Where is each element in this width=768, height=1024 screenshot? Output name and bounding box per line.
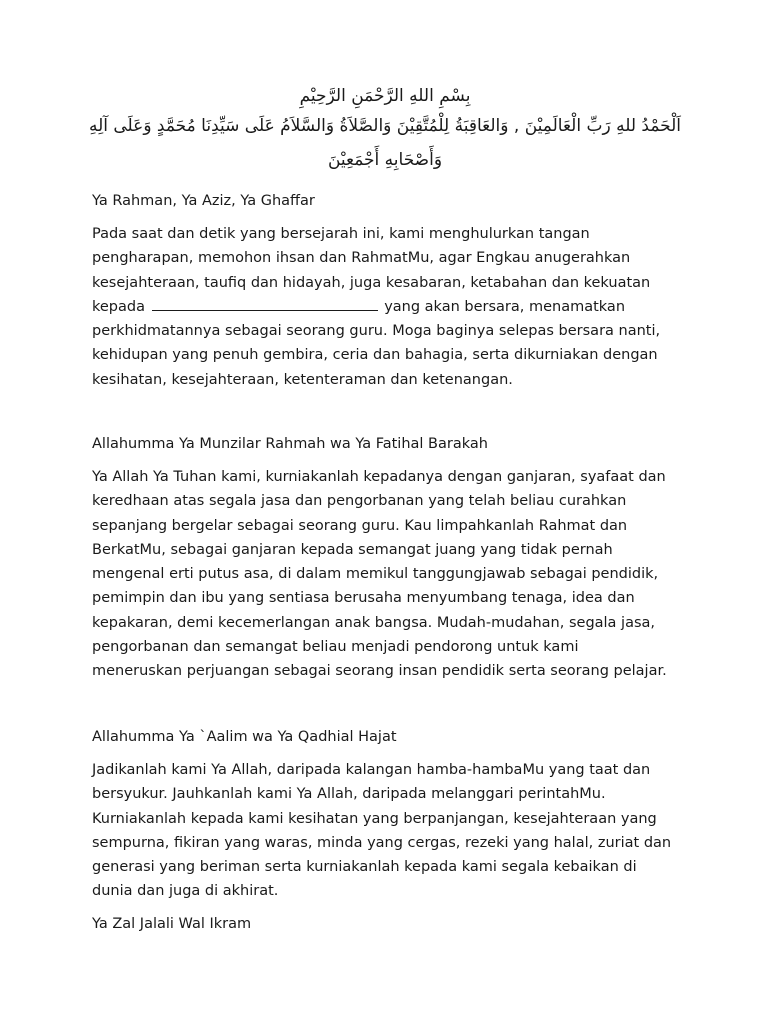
paragraph-line: perkhidmatannya sebagai seorang guru. Moga baginya selepas bersara nanti, xyxy=(92,323,661,340)
paragraph-line: Jadikanlah kami Ya Allah, daripada kalangan hamba-hambaMu yang taat dan xyxy=(92,762,651,778)
paragraph-line: bersyukur. Jauhkanlah kami Ya Allah, daripada melanggari perintahMu. xyxy=(92,786,606,803)
arabic-opening-line: اَلْحَمْدُ للهِ رَبِّ الْعَالَمِيْنَ , وَالعَاقِبَةُ لِلْمُتَّقِيْنَ وَالصَّلاَةُ وَالسَّلاَمُ عَلَى سَيِّدِنَا مُحَمَّدٍ وَعَلَى آلِهِ xyxy=(88,116,682,136)
fill-in-blank[interactable] xyxy=(152,296,378,311)
section-heading: Ya Rahman, Ya Aziz, Ya Ghaffar xyxy=(92,193,315,209)
paragraph-line: Ya Allah Ya Tuhan kami, kurniakanlah kepadanya dengan ganjaran, syafaat dan xyxy=(92,469,666,485)
paragraph-line: kesejahteraan, taufiq dan hidayah, juga kesabaran, ketabahan dan kekuatan xyxy=(92,274,651,291)
paragraph-line: dunia dan juga di akhirat. xyxy=(92,883,279,900)
paragraph-line: pemimpin dan ibu yang sentiasa berusaha menyumbang tenaga, idea dan xyxy=(92,590,635,607)
section-heading: Allahumma Ya Munzilar Rahmah wa Ya Fatihal Barakah xyxy=(92,436,488,452)
arabic-basmalah: بِسْمِ اللهِ الرَّحْمَنِ الرَّحِيْمِ xyxy=(299,86,471,106)
paragraph-line: generasi yang beriman serta kurniakanlah kepada kami segala kebaikan di xyxy=(92,859,637,876)
paragraph-line: keredhaan atas segala jasa dan pengorbanan yang telah beliau curahkan xyxy=(92,493,627,510)
paragraph xyxy=(92,758,712,904)
line-text: yang akan bersara, menamatkan xyxy=(384,298,626,315)
paragraph-line: mengenal erti putus asa, di dalam memikul tanggungjawab sebagai pendidik, xyxy=(92,566,659,583)
paragraph-line: Kurniakanlah kepada kami kesihatan yang berpanjangan, kesejahteraan yang xyxy=(92,810,657,827)
paragraph-line: BerkatMu, sebagai ganjaran kepada semangat juang yang tidak pernah xyxy=(92,541,613,558)
paragraph xyxy=(92,465,712,684)
paragraph-line-with-blank xyxy=(92,295,712,319)
paragraph-line: Pada saat dan detik yang bersejarah ini, kami menghulurkan tangan xyxy=(92,226,590,242)
paragraph-line: sepanjang bergelar sebagai seorang guru. Kau limpahkanlah Rahmat dan xyxy=(92,517,628,534)
line-text: kepada xyxy=(92,298,145,315)
paragraph-line: pengorbanan dan semangat beliau menjadi pendorong untuk kami xyxy=(92,639,579,656)
paragraph-line: kehidupan yang penuh gembira, ceria dan bahagia, serta dikurniakan dengan xyxy=(92,347,658,364)
paragraph-line: kepakaran, demi kecemerlangan anak bangsa. Mudah-mudahan, segala jasa, xyxy=(92,614,656,631)
paragraph xyxy=(92,222,712,392)
section-heading: Allahumma Ya `Aalim wa Ya Qadhial Hajat xyxy=(92,729,397,745)
paragraph-line: sempurna, fikiran yang waras, minda yang cergas, rezeki yang halal, zuriat dan xyxy=(92,834,672,851)
paragraph-line: kesihatan, kesejahteraan, ketenteraman dan ketenangan. xyxy=(92,371,513,388)
paragraph-line: meneruskan perjuangan sebagai seorang insan pendidik serta seorang pelajar. xyxy=(92,663,667,680)
arabic-opening-line-continued: وَأَصْحَابِهِ أَجْمَعِيْنَ xyxy=(327,150,443,170)
paragraph-line: pengharapan, memohon ihsan dan RahmatMu, agar Engkau anugerahkan xyxy=(92,250,631,267)
closing-heading: Ya Zal Jalali Wal Ikram xyxy=(92,916,252,932)
